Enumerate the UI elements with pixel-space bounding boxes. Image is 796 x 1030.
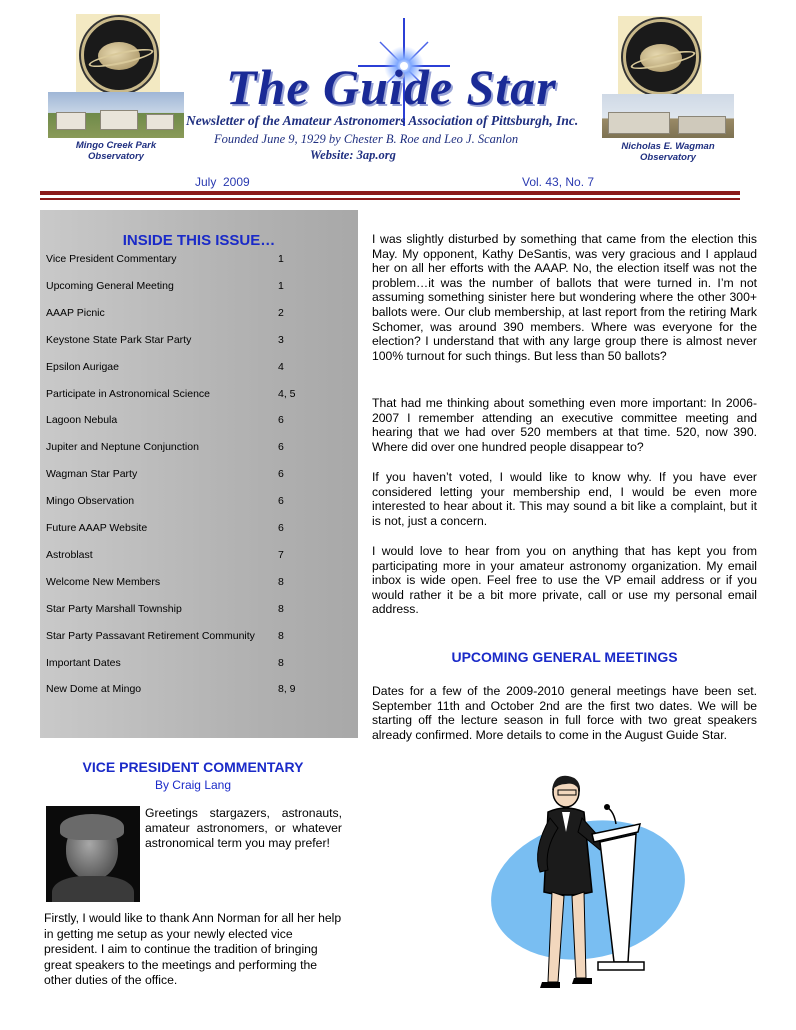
issue-volume: Vol. 43, No. 7 — [522, 175, 595, 189]
founded-line: Founded June 9, 1929 by Chester B. Roe and Leo J. Scanlon — [214, 132, 519, 146]
toc-item-page: 7 — [278, 548, 284, 561]
newsletter-tagline: Newsletter of the Amateur Astronomers Association of Pittsburgh, Inc. — [186, 113, 579, 128]
toc-item-page: 1 — [278, 279, 284, 292]
toc-item-page: 8 — [278, 629, 284, 642]
toc-item-page: 4 — [278, 360, 284, 373]
toc-item-page: 6 — [278, 495, 284, 508]
toc-item-page: 6 — [278, 414, 284, 427]
speaker-podium-illustration — [488, 772, 698, 1012]
toc-item-label: AAAP Picnic — [46, 306, 105, 319]
toc-item-label: Participate in Astronomical Science — [46, 387, 210, 400]
toc-item-page: 2 — [278, 306, 284, 319]
issue-date: July 2009 — [195, 175, 250, 189]
toc-item-label: Upcoming General Meeting — [46, 279, 174, 292]
mingo-observatory-photo — [48, 92, 184, 138]
toc-item-label: Star Party Marshall Township — [46, 602, 182, 615]
toc-item-page: 8, 9 — [278, 683, 296, 696]
vp-intro-text: Greetings stargazers, astronauts, amateur astronomers, or whatever astronomical term you may prefer! — [145, 806, 342, 850]
upcoming-meetings-heading: UPCOMING GENERAL MEETINGS — [451, 649, 678, 665]
newsletter-title: The Guide Star — [226, 59, 557, 115]
toc-item-page: 3 — [278, 333, 284, 346]
toc-item-page: 1 — [278, 253, 284, 265]
left-caption: Mingo Creek Park Observatory — [75, 140, 157, 162]
toc-item-label: Wagman Star Party — [46, 468, 138, 481]
header-rule-thick — [40, 191, 740, 195]
toc-item-label: Astroblast — [46, 548, 93, 561]
toc-item-label: Important Dates — [46, 656, 121, 669]
inside-this-issue-box — [40, 210, 358, 738]
right-paragraph-1: I was slightly disturbed by something that came from the election this May. My opponent, Kathy DeSantis, was very gracious and I applaud her on all her efforts with the AAAP. No, the election itself was not the problem…it was the number of ballots that were turned in. I’m not assuming something sinister here but wondering where the other 300+ ballots were. Our club membership, at last report from the retiring Mark Schomer, was around 390 members. Where was everyone for the election? I understand that with any large group there is almost never 100% turnout for such things. But less than 50 ballots? — [372, 232, 757, 363]
toc-item-page: 8 — [278, 656, 284, 669]
toc-item-label: Epsilon Aurigae — [46, 360, 119, 373]
vp-byline: By Craig Lang — [154, 778, 232, 792]
toc-item-label: New Dome at Mingo — [46, 683, 142, 696]
vp-paragraph-1: Firstly, I would like to thank Ann Norman for all her help in getting me setup as your newly elected vice president. I aim to continue the tradition of bringing great speakers to the meetings and performing the other duties of the office. — [44, 911, 342, 987]
toc-item-label: Star Party Passavant Retirement Community — [46, 629, 255, 642]
right-paragraph-5: Dates for a few of the 2009-2010 general meetings have been set. September 11th and October 2nd are the first two dates. We will be starting off the lecture season in full force with two great speakers already confirmed. More details to come in the August Guide Star. — [372, 684, 757, 742]
right-club-seal — [618, 16, 702, 96]
sidebar-title: INSIDE THIS ISSUE… — [122, 232, 276, 249]
toc-item-label: Mingo Observation — [46, 495, 135, 508]
toc-item-page: 6 — [278, 522, 284, 534]
website-line: Website: 3ap.org — [310, 148, 396, 162]
right-paragraph-4: I would love to hear from you on anything that has kept you from participating more in your amateur astronomy organization. My email inbox is wide open. Feel free to use the VP email address or if you would rather it be a bit more private, call or use my personal email address. — [372, 544, 757, 617]
toc-item-label: Welcome New Members — [46, 575, 161, 588]
toc-item-label: Future AAAP Website — [46, 522, 148, 534]
right-paragraph-2: That had me thinking about something even more important: In 2006-2007 I remember attending an executive committee meeting and hearing that we had over 520 members at that time. 520, now 390. Where did over one hundred people disappear to? — [372, 396, 757, 454]
author-photo — [46, 806, 140, 902]
toc-item-label: Keystone State Park Star Party — [46, 333, 192, 346]
toc-item-page: 6 — [278, 468, 284, 481]
toc-item-label: Jupiter and Neptune Conjunction — [46, 441, 199, 454]
left-club-seal — [76, 14, 160, 94]
right-caption: Nicholas E. Wagman Observatory — [621, 141, 715, 163]
header-rule-thin — [40, 198, 740, 200]
wagman-observatory-photo — [602, 94, 734, 138]
toc-item-page: 8 — [278, 575, 284, 588]
toc-item-page: 8 — [278, 602, 284, 615]
toc-item-label: Vice President Commentary — [46, 253, 177, 265]
toc-item-label: Lagoon Nebula — [46, 414, 118, 427]
toc-item-page: 4, 5 — [278, 387, 296, 400]
vp-commentary-heading: VICE PRESIDENT COMMENTARY — [82, 759, 304, 775]
right-paragraph-3: If you haven’t voted, I would like to know why. If you have ever considered letting your membership end, I would be even more interested to hear about it. This may sound a bit like a complaint, but it is not, just a concern. — [372, 470, 757, 528]
toc-item-page: 6 — [278, 441, 284, 454]
